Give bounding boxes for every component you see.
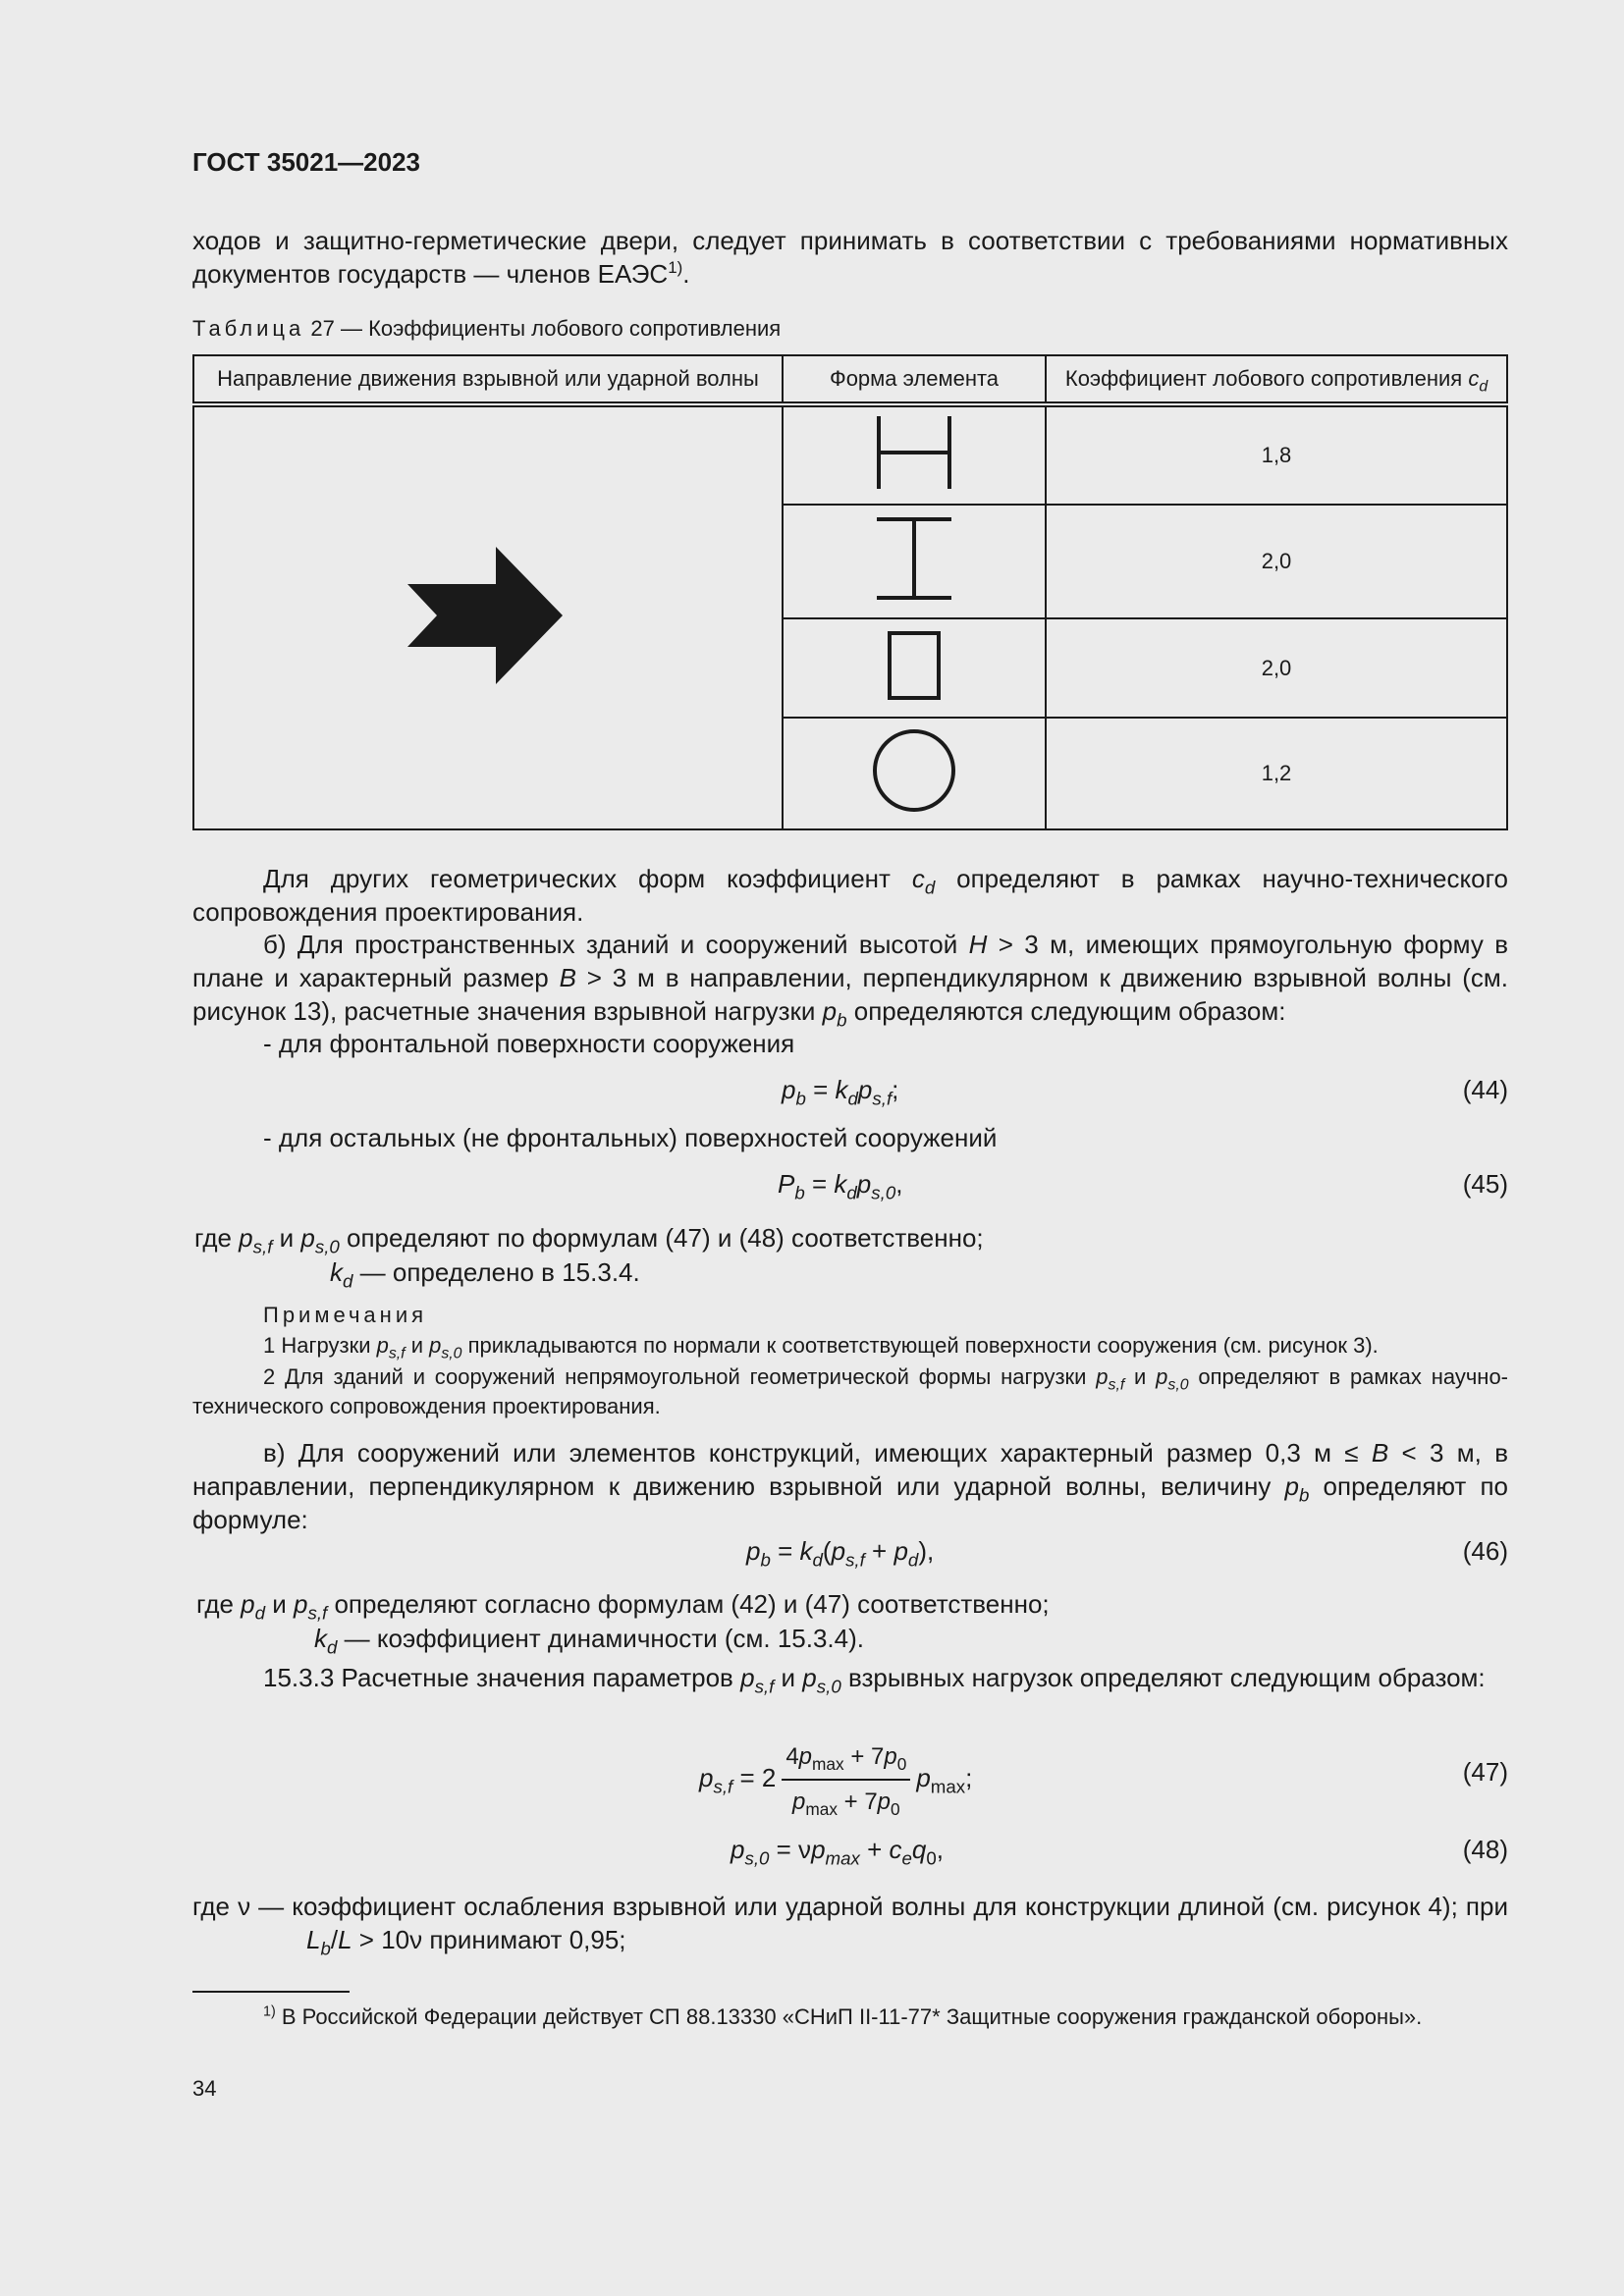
footnote: $^{1)}$ В Российской Федерации действует СП 88.13330 «СНиП II-11-77* Защитные сооружения гражданской обороны». <box>263 2003 1423 2029</box>
shape-cell <box>783 505 1046 618</box>
where-clause-kd: $k_d$ — коэффициент динамичности (см. 15.3.4). <box>314 1624 864 1658</box>
where-clause-kd: $k_d$ — определено в 15.3.4. <box>330 1257 640 1292</box>
paragraph-other-shapes: Для других геометрических форм коэффициент $c_d$ определяют в рамках научно-технического сопровождения проектирования. <box>192 864 1508 927</box>
equation-number: (45) <box>1462 1169 1508 1199</box>
where-clause: где $p_{s,f}$ и $p_{s,0}$ определяют по формулам (47) и (48) соответственно; <box>194 1223 984 1257</box>
table-caption: Таблица 27 — Коэффициенты лобового сопротивления <box>192 316 782 341</box>
coefficient-value: 2,0 <box>1046 505 1507 618</box>
equation-44: $p_b = k_dp_{s,f}$; <box>782 1075 899 1109</box>
note-2: 2 Для зданий и сооружений непрямоугольной геометрической формы нагрузки $p_{s,f}$ и $p_{s,0}$ определяют в рамках научно-технического сопровождения проектирования. <box>192 1364 1509 1418</box>
coefficient-value: 1,8 <box>1046 404 1507 505</box>
shape-cell <box>783 718 1046 829</box>
paragraph-15-3-3: 15.3.3 Расчетные значения параметров $p_{s,f}$ и $p_{s,0}$ взрывных нагрузок определяют следующим образом: <box>263 1663 1486 1697</box>
table-header-row <box>193 355 1507 404</box>
notes-title: Примечания <box>263 1303 428 1327</box>
footnote-ref: 1) <box>668 257 683 277</box>
page-number: 34 <box>192 2076 217 2101</box>
shape-cell <box>783 618 1046 718</box>
equation-45: $P_b = k_dp_{s,0}$, <box>778 1169 903 1203</box>
equation-47: $p_{s,f} = 2$ $\frac{4p_{max} + 7p_0}{p_{max} + 7p_0}$ $p_{max}$; <box>699 1737 972 1822</box>
arrow-right-icon <box>390 537 586 694</box>
equation-number: (47) <box>1462 1757 1508 1787</box>
page-header: ГОСТ 35021—2023 <box>192 147 420 177</box>
table-row <box>193 404 1507 505</box>
note-1: 1 Нагрузки $p_{s,f}$ и $p_{s,0}$ прикладываются по нормали к соответствующей поверхности сооружения (см. рисунок 3). <box>263 1333 1379 1362</box>
header-coefficient: Коэффициент лобового сопротивления $c_d$ <box>1046 355 1507 404</box>
shape-cell <box>783 404 1046 505</box>
i-beam-icon <box>865 509 963 608</box>
coefficient-value: 1,2 <box>1046 718 1507 829</box>
equation-number: (46) <box>1462 1536 1508 1566</box>
drag-coefficient-table <box>192 354 1508 830</box>
coefficient-value: 2,0 <box>1046 618 1507 718</box>
fraction: $\frac{4p_{max} + 7p_0}{p_{max} + 7p_0}$ <box>782 1737 910 1822</box>
intro-paragraph: ходов и защитно-герметические двери, следует принимать в соответствии с требованиями нормативных документов государств — членов ЕАЭС$^{1)}$. <box>192 226 1508 289</box>
rectangle-icon <box>865 621 963 710</box>
equation-number: (44) <box>1462 1075 1508 1104</box>
header-shape: Форма элемента <box>783 355 1046 404</box>
equation-number: (48) <box>1462 1835 1508 1864</box>
footnote-separator <box>192 1991 350 1993</box>
circle-icon <box>865 721 963 820</box>
header-direction: Направление движения взрывной или ударной волны <box>193 355 783 404</box>
equation-46: $p_b = k_d(p_{s,f} + p_d)$, <box>746 1536 935 1571</box>
where-clause-nu: где ν — коэффициент ослабления взрывной или ударной волны для конструкции длиной (см. рисунок 4); при $L_b/L > 10\nu$ принимают 0,95; <box>192 1892 1508 1959</box>
equation-48: $p_{s,0} = \nu p_{max} + c_eq_0$, <box>731 1835 945 1869</box>
h-beam-icon <box>865 408 963 497</box>
direction-cell <box>193 404 783 829</box>
paragraph-v: в) Для сооружений или элементов конструкций, имеющих характерный размер 0,3 м ≤ B < 3 м, в направлении, перпендикулярном к движению взрывной или ударной волны, величину $p_b$ определяют по формуле: <box>192 1438 1508 1534</box>
where-clause: где $p_d$ и $p_{s,f}$ определяют согласно формулам (42) и (47) соответственно; <box>196 1589 1050 1624</box>
list-item-other-surfaces: - для остальных (не фронтальных) поверхностей сооружений <box>263 1123 998 1152</box>
paragraph-b: б) Для пространственных зданий и сооружений высотой H > 3 м, имеющих прямоугольную форму в плане и характерный размер B > 3 м в направлении, перпендикулярном к движению взрывной волны (см. рисунок 13), расчетные значения взрывной нагрузки $p_b$ определяются следующим образом: <box>192 930 1509 1031</box>
list-item-frontal: - для фронтальной поверхности сооружения <box>263 1029 795 1058</box>
